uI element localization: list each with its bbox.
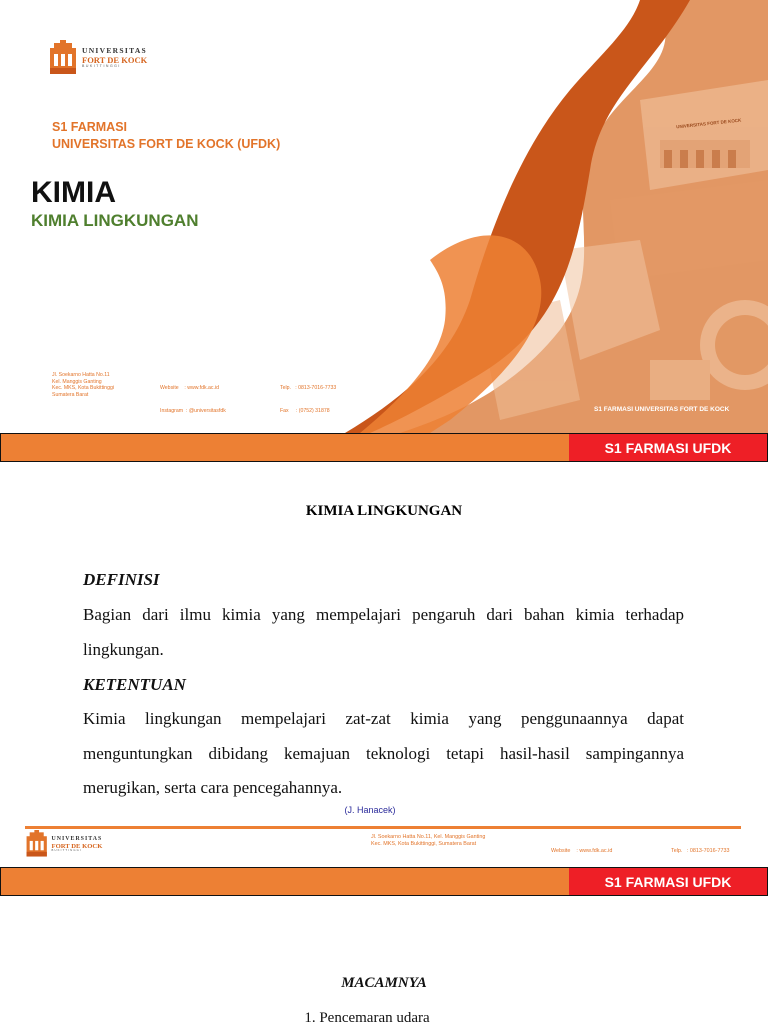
cover-program-block	[52, 119, 280, 153]
cover-phone	[280, 372, 336, 427]
address-line: Kec. MKS, Kota Bukittinggi, Sumatera Barat	[371, 841, 477, 847]
footer-divider	[25, 826, 741, 829]
cover-photo-tag: S1 FARMASI UNIVERSITAS FORT DE KOCK	[594, 406, 730, 413]
logo-line-2: FORT DE KOCK	[82, 54, 148, 65]
band-label: S1 FARMASI UFDK	[569, 868, 767, 895]
address-line: Sumatera Barat	[52, 391, 89, 398]
telp-text: Telp. : 0813-7016-7733	[671, 848, 730, 854]
university-crest-icon	[48, 40, 78, 76]
slide-band-1	[0, 433, 768, 462]
address-line: Jl. Soekarno Hatta No.11, Kel. Manggis Ganting	[371, 834, 486, 840]
logo-line-3: BUKITTINGGI	[82, 64, 121, 69]
slide3-title: MACAMNYA	[341, 975, 427, 991]
footer-logo	[25, 830, 102, 858]
university-logo	[48, 40, 147, 76]
cover-web	[160, 372, 226, 427]
band-label: S1 FARMASI UFDK	[569, 434, 767, 461]
address-line: Kec. MKS, Kota Bukittinggi	[52, 385, 114, 391]
building-sign: UNIVERSITAS FORT DE KOCK	[675, 117, 742, 130]
cover-subtitle: KIMIA LINGKUNGAN	[31, 211, 199, 230]
website-text: Website : www.fdk.ac.id	[551, 848, 613, 854]
website-text: Website : www.fdk.ac.id	[160, 385, 220, 391]
logo-line-1: UNIVERSITAS	[51, 834, 103, 842]
instagram-text: Instagram : @universitasfdk	[160, 407, 226, 414]
cover-address	[52, 372, 114, 398]
fax-text: Fax : (0752) 31878	[280, 407, 330, 414]
university-crest-icon	[25, 830, 48, 858]
cover-slide	[0, 0, 768, 433]
ketentuan-text: Kimia lingkungan mempelajari zat-zat kimia yang penggunaannya dapat menguntungkan dibidang kemajuan teknologi tetapi hasil-hasil sampingannya merugikan, serta cara pencegahannya.	[83, 709, 684, 797]
slide-band-2	[0, 867, 768, 896]
definisi-text: Bagian dari ilmu kimia yang mempelajari pengaruh dari bahan kimia terhadap lingkungan.	[83, 605, 684, 659]
definisi-heading: DEFINISI	[83, 570, 160, 589]
footer-address	[371, 834, 485, 848]
citation: (J. Hanacek)	[344, 805, 396, 815]
slide2-title: KIMIA LINGKUNGAN	[305, 503, 463, 519]
list-item: 1. Pencemaran udara	[304, 1010, 430, 1024]
logo-line-2: FORT DE KOCK	[51, 841, 103, 850]
address-line: Kel. Manggis Ganting	[52, 378, 102, 385]
address-line: Jl. Soekarno Hatta No.11	[52, 372, 110, 378]
cover-university: UNIVERSITAS FORT DE KOCK (UFDK)	[52, 137, 281, 151]
ketentuan-heading: KETENTUAN	[83, 675, 186, 694]
cover-program: S1 FARMASI	[52, 120, 128, 134]
telp-text: Telp. : 0813-7016-7733	[280, 385, 337, 391]
logo-line-1: UNIVERSITAS	[82, 46, 148, 56]
logo-line-3: BUKITTINGGI	[51, 848, 82, 853]
cover-title: KIMIA	[31, 176, 116, 209]
